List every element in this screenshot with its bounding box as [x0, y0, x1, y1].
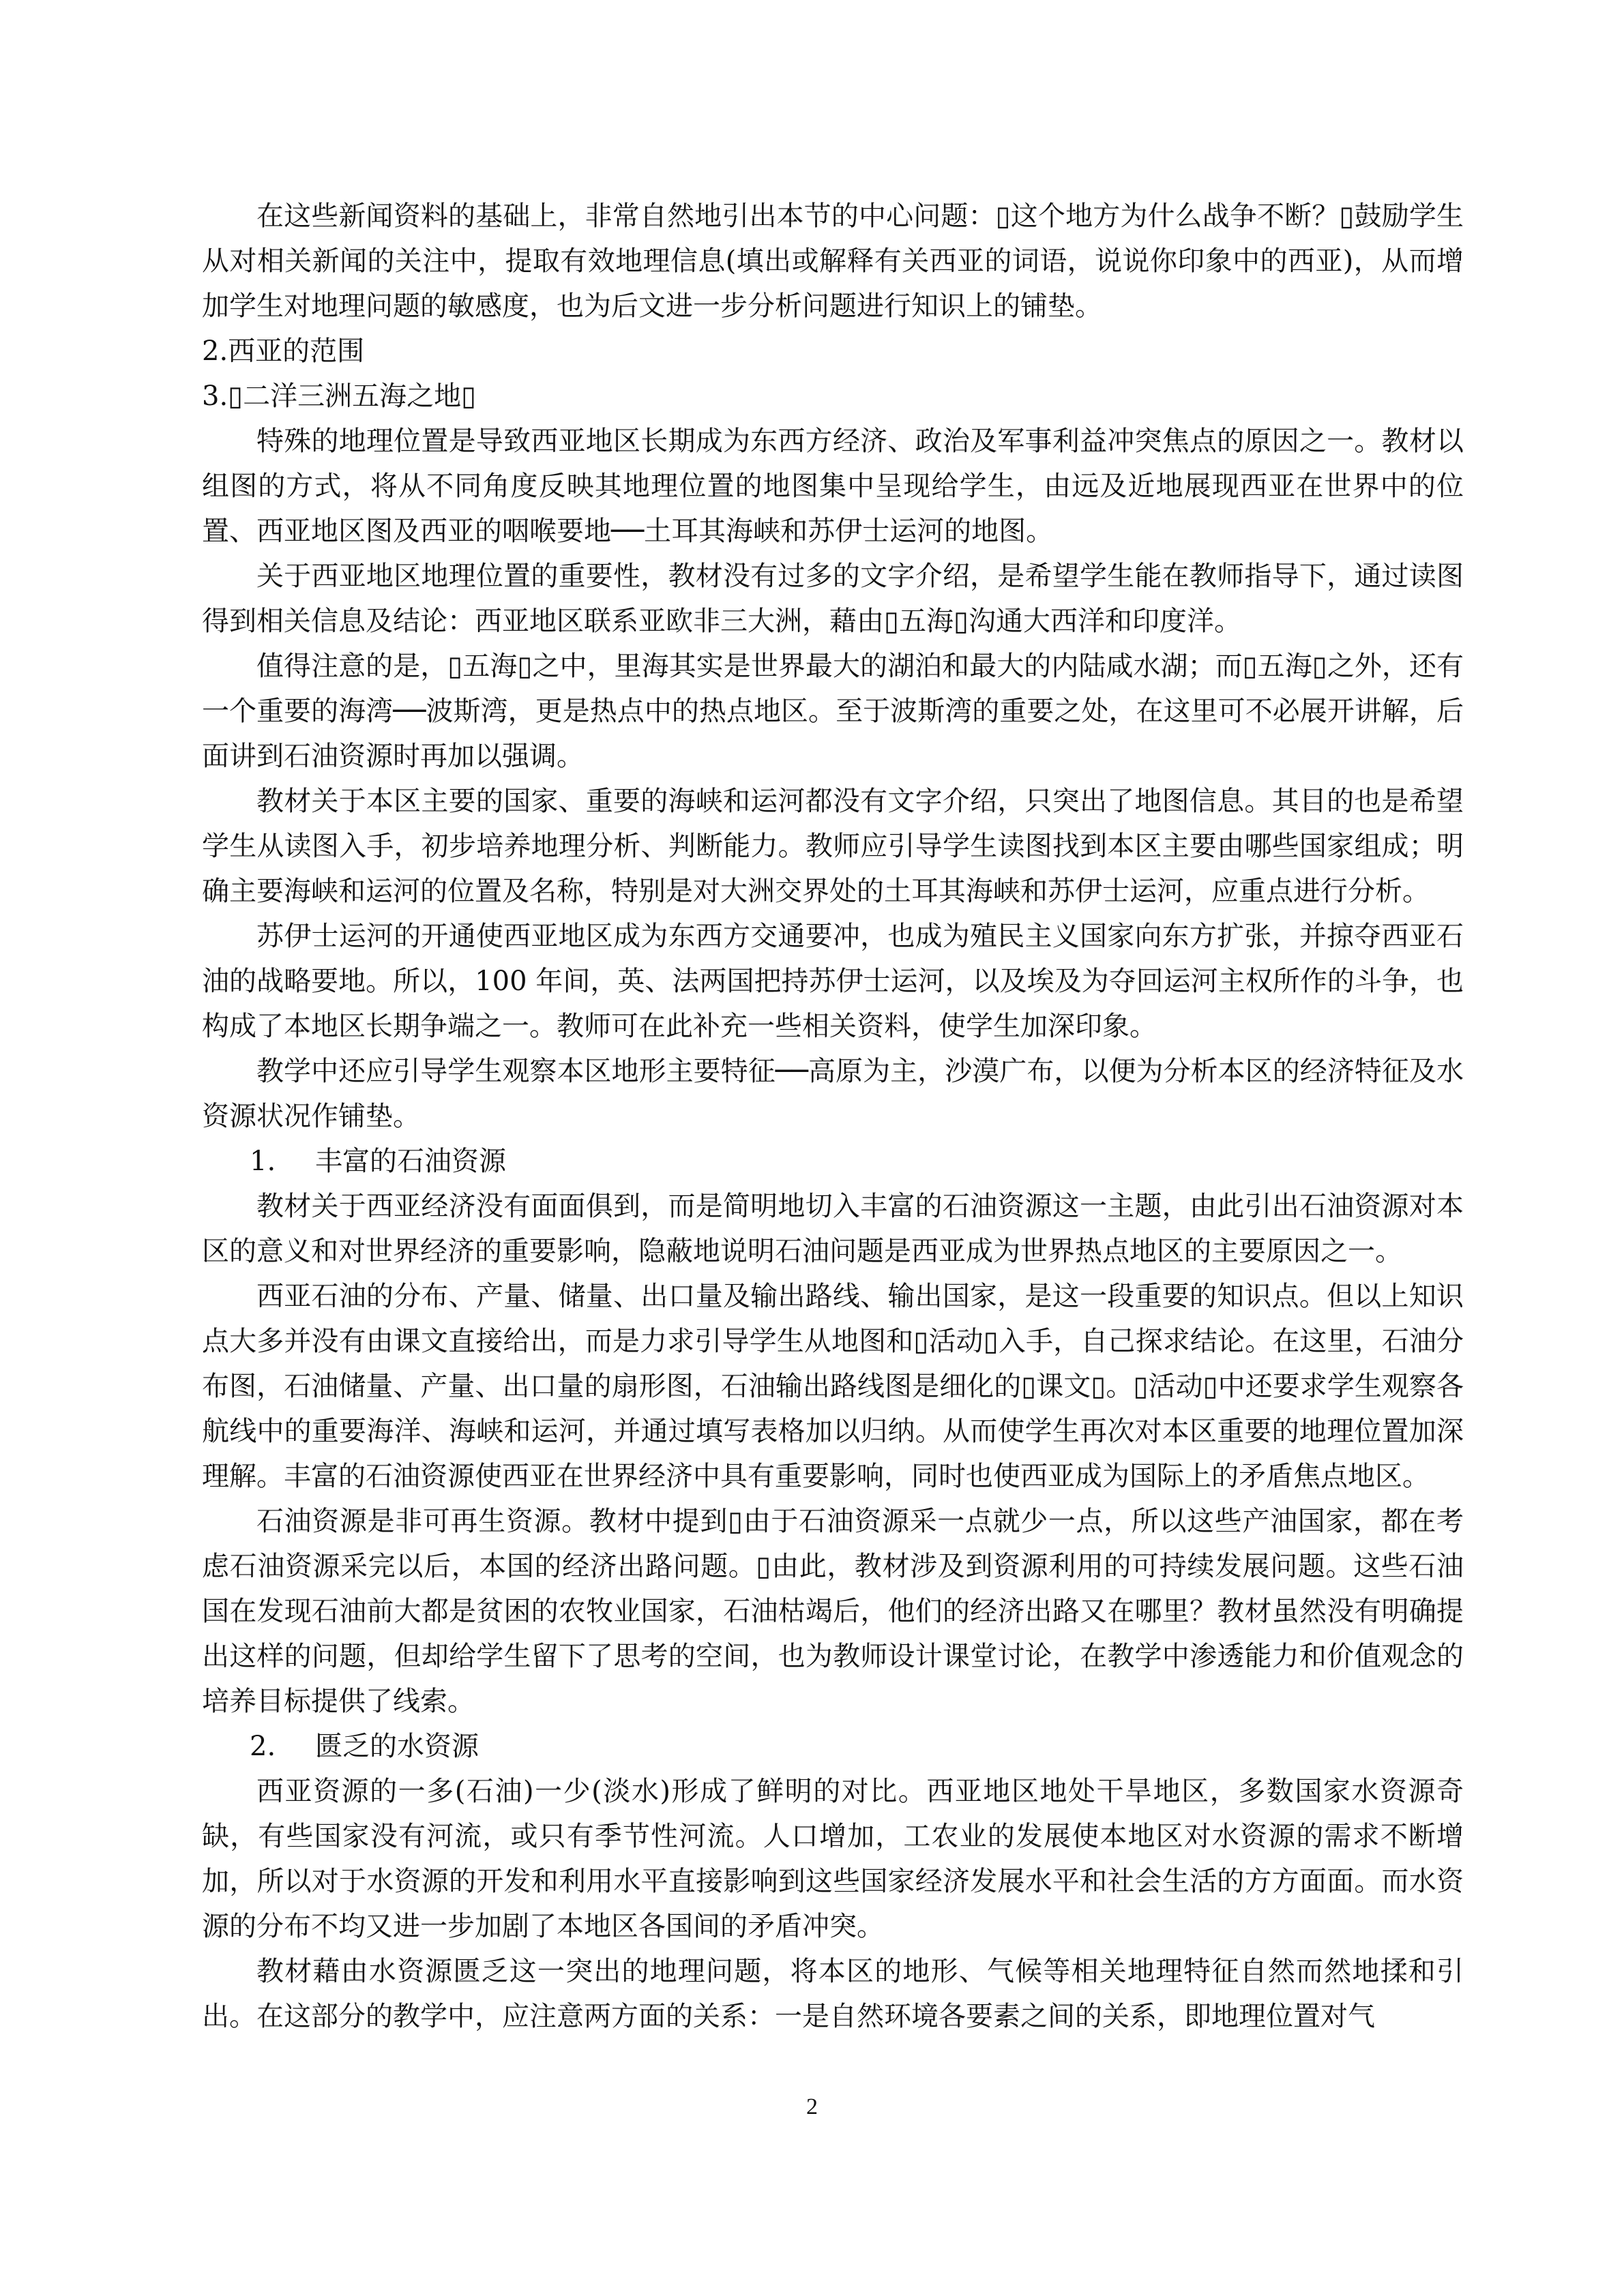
list-item-number: 2.	[250, 1731, 276, 1762]
paragraph-location: 特殊的地理位置是导致西亚地区长期成为东西方经济、政治及军事利益冲突焦点的原因之一。教材以组图的方式，将从不同角度反映其地理位置的地图集中呈现给学生，由远及近地展现西亚在世界中的位置、西亚地区图及西亚的咽喉要地──土耳其海峡和苏伊士运河的地图。	[202, 426, 1464, 547]
page-number: 2	[806, 2094, 818, 2119]
list-item-water	[202, 1724, 1464, 1769]
paragraph-water-contrast: 西亚资源的一多(石油)一少(淡水)形成了鲜明的对比。西亚地区地处干旱地区，多数国家水资源奇缺，有些国家没有河流，或只有季节性河流。人口增加，工农业的发展使本地区对水资源的需求不断增加，所以对于水资源的开发和利用水平直接影响到这些国家经济发展水平和社会生活的方方面面。而水资源的分布不均又进一步加剧了本地区各国间的矛盾冲突。	[202, 1776, 1464, 1942]
paragraph-countries-straits: 教材关于本区主要的国家、重要的海峡和运河都没有文字介绍，只突出了地图信息。其目的也是希望学生从读图入手，初步培养地理分析、判断能力。教师应引导学生读图找到本区主要由哪些国家组成；明确主要海峡和运河的位置及名称，特别是对大洲交界处的土耳其海峡和苏伊士运河，应重点进行分析。	[202, 786, 1464, 907]
list-item-oil	[202, 1139, 1464, 1184]
paragraph-location-importance: 关于西亚地区地理位置的重要性，教材没有过多的文字介绍，是希望学生能在教师指导下，通过读图得到相关信息及结论：西亚地区联系亚欧非三大洲，藉由▯五海▯沟通大西洋和印度洋。	[202, 561, 1464, 637]
paragraph-water-teaching: 教材藉由水资源匮乏这一突出的地理问题，将本区的地形、气候等相关地理特征自然而然地揉和引出。在这部分的教学中，应注意两方面的关系：一是自然环境各要素之间的关系，即地理位置对气	[202, 1956, 1464, 2032]
paragraph-oil-nonrenewable: 石油资源是非可再生资源。教材中提到▯由于石油资源采一点就少一点，所以这些产油国家，都在考虑石油资源采完以后，本国的经济出路问题。▯由此，教材涉及到资源利用的可持续发展问题。这些石油国在发现石油前大都是贫困的农牧业国家，石油枯竭后，他们的经济出路又在哪里？教材虽然没有明确提出这样的问题，但却给学生留下了思考的空间，也为教师设计课堂讨论，在教学中渗透能力和价值观念的培养目标提供了线索。	[202, 1506, 1464, 1717]
paragraph-five-seas: 值得注意的是，▯五海▯之中，里海其实是世界最大的湖泊和最大的内陆咸水湖；而▯五海▯之外，还有一个重要的海湾──波斯湾，更是热点中的热点地区。至于波斯湾的重要之处，在这里可不必展开讲解，后面讲到石油资源时再加以强调。	[202, 651, 1464, 772]
list-item-label: 丰富的石油资源	[315, 1146, 506, 1177]
heading-scope: 2.西亚的范围	[202, 336, 365, 367]
document-body	[202, 194, 1464, 2039]
list-item-label: 匮乏的水资源	[315, 1731, 479, 1762]
paragraph-suez-canal: 苏伊士运河的开通使西亚地区成为东西方交通要冲，也成为殖民主义国家向东方扩张，并掠夺西亚石油的战略要地。所以，100 年间，英、法两国把持苏伊士运河，以及埃及为夺回运河主权所作的斗争，也构成了本地区长期争端之一。教师可在此补充一些相关资料，使学生加深印象。	[202, 921, 1464, 1042]
paragraph-oil-distribution: 西亚石油的分布、产量、储量、出口量及输出路线、输出国家，是这一段重要的知识点。但以上知识点大多并没有由课文直接给出，而是力求引导学生从地图和▯活动▯入手，自己探求结论。在这里，石油分布图，石油储量、产量、出口量的扇形图，石油输出路线图是细化的▯课文▯。▯活动▯中还要求学生观察各航线中的重要海洋、海峡和运河，并通过填写表格加以归纳。从而使学生再次对本区重要的地理位置加深理解。丰富的石油资源使西亚在世界经济中具有重要影响，同时也使西亚成为国际上的矛盾焦点地区。	[202, 1281, 1464, 1492]
paragraph-oil-economy: 教材关于西亚经济没有面面俱到，而是简明地切入丰富的石油资源这一主题，由此引出石油资源对本区的意义和对世界经济的重要影响，隐蔽地说明石油问题是西亚成为世界热点地区的主要原因之一。	[202, 1191, 1464, 1267]
paragraph-news-intro: 在这些新闻资料的基础上，非常自然地引出本节的中心问题：▯这个地方为什么战争不断？▯鼓励学生从对相关新闻的关注中，提取有效地理信息(填出或解释有关西亚的词语，说说你印象中的西亚)，从而增加学生对地理问题的敏感度，也为后文进一步分析问题进行知识上的铺垫。	[202, 200, 1464, 322]
list-item-number: 1.	[250, 1146, 276, 1177]
heading-location: 3.▯二洋三洲五海之地▯	[202, 381, 477, 412]
paragraph-terrain: 教学中还应引导学生观察本区地形主要特征──高原为主，沙漠广布，以便为分析本区的经济特征及水资源状况作铺垫。	[202, 1056, 1464, 1132]
